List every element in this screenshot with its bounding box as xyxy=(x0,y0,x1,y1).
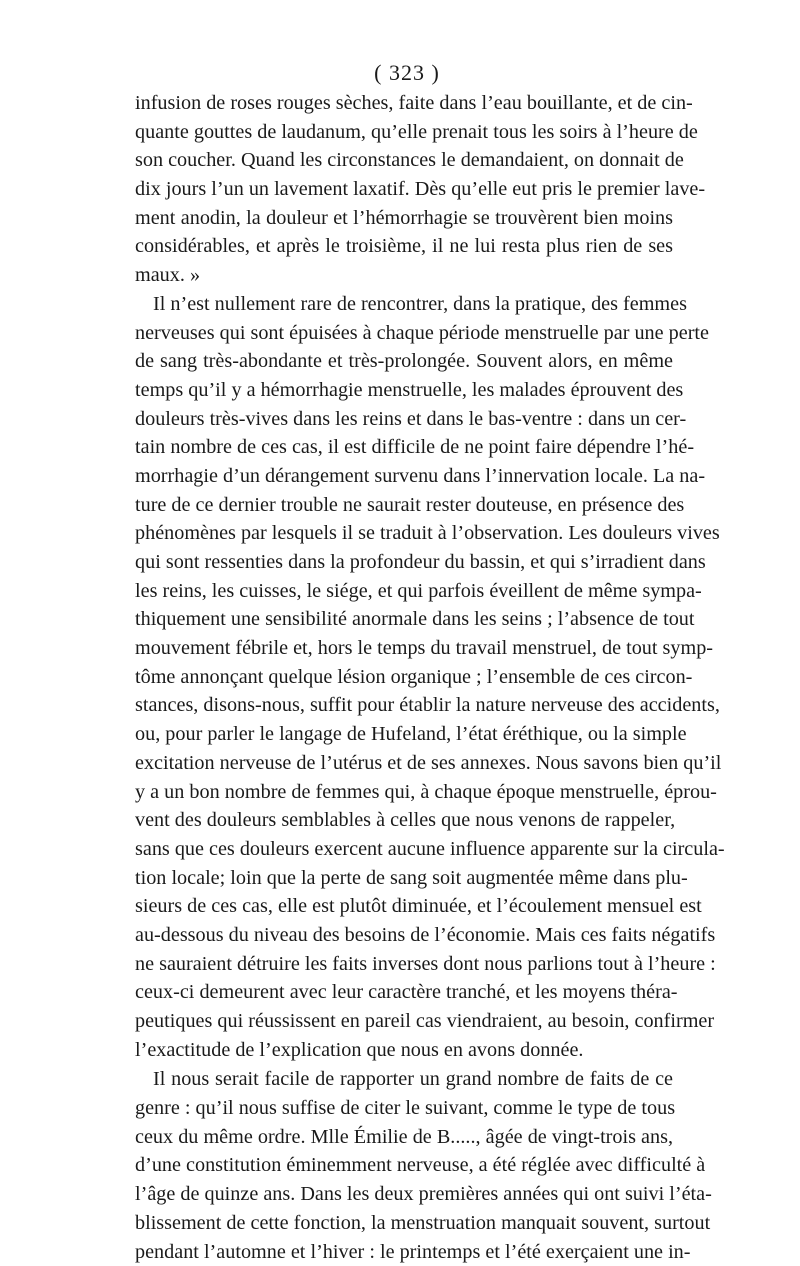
body-text xyxy=(135,89,673,1266)
text-line: qui sont ressenties dans la profondeur du bassin, et qui s’irradient dans xyxy=(135,548,673,577)
text-line: son coucher. Quand les circonstances le demandaient, on donnait de xyxy=(135,146,673,175)
text-line: sans que ces douleurs exercent aucune influence apparente sur la circula- xyxy=(135,835,673,864)
text-line: tain nombre de ces cas, il est difficile de ne point faire dépendre l’hé- xyxy=(135,433,673,462)
text-line: blissement de cette fonction, la menstruation manquait souvent, surtout xyxy=(135,1209,673,1238)
paragraph xyxy=(135,89,673,290)
text-line: thiquement une sensibilité anormale dans les seins ; l’absence de tout xyxy=(135,605,673,634)
text-line: dix jours l’un un lavement laxatif. Dès qu’elle eut pris le premier lave- xyxy=(135,175,673,204)
text-line: ment anodin, la douleur et l’hémorrhagie se trouvèrent bien moins xyxy=(135,204,673,233)
text-line: considérables, et après le troisième, il ne lui resta plus rien de ses xyxy=(135,232,673,261)
paragraph xyxy=(135,1065,673,1266)
text-line: Il nous serait facile de rapporter un grand nombre de faits de ce xyxy=(135,1065,673,1094)
text-line: tôme annonçant quelque lésion organique ; l’ensemble de ces circon- xyxy=(135,663,673,692)
text-line: de sang très-abondante et très-prolongée. Souvent alors, en même xyxy=(135,347,673,376)
text-line: mouvement fébrile et, hors le temps du travail menstruel, de tout symp- xyxy=(135,634,673,663)
paragraph xyxy=(135,290,673,1065)
text-line: infusion de roses rouges sèches, faite dans l’eau bouillante, et de cin- xyxy=(135,89,673,118)
text-line: d’une constitution éminemment nerveuse, a été réglée avec difficulté à xyxy=(135,1151,673,1180)
text-line: les reins, les cuisses, le siége, et qui parfois éveillent de même sympa- xyxy=(135,577,673,606)
text-line: douleurs très-vives dans les reins et dans le bas-ventre : dans un cer- xyxy=(135,405,673,434)
text-line: ceux-ci demeurent avec leur caractère tranché, et les moyens théra- xyxy=(135,978,673,1007)
text-line: Il n’est nullement rare de rencontrer, dans la pratique, des femmes xyxy=(135,290,673,319)
text-line: maux. » xyxy=(135,261,673,290)
text-line: stances, disons-nous, suffit pour établir la nature nerveuse des accidents, xyxy=(135,691,673,720)
text-line: peutiques qui réussissent en pareil cas viendraient, au besoin, confirmer xyxy=(135,1007,673,1036)
text-line: ou, pour parler le langage de Hufeland, l’état éréthique, ou la simple xyxy=(135,720,673,749)
text-line: vent des douleurs semblables à celles que nous venons de rappeler, xyxy=(135,806,673,835)
text-line: pendant l’automne et l’hiver : le printemps et l’été exerçaient une in- xyxy=(135,1238,673,1266)
text-line: ture de ce dernier trouble ne saurait rester douteuse, en présence des xyxy=(135,491,673,520)
text-line: genre : qu’il nous suffise de citer le suivant, comme le type de tous xyxy=(135,1094,673,1123)
text-line: phénomènes par lesquels il se traduit à l’observation. Les douleurs vives xyxy=(135,519,673,548)
text-line: l’exactitude de l’explication que nous en avons donnée. xyxy=(135,1036,673,1065)
text-line: quante gouttes de laudanum, qu’elle prenait tous les soirs à l’heure de xyxy=(135,118,673,147)
text-line: excitation nerveuse de l’utérus et de ses annexes. Nous savons bien qu’il xyxy=(135,749,673,778)
text-line: morrhagie d’un dérangement survenu dans l’innervation locale. La na- xyxy=(135,462,673,491)
text-line: tion locale; loin que la perte de sang soit augmentée même dans plu- xyxy=(135,864,673,893)
text-line: y a un bon nombre de femmes qui, à chaque époque menstruelle, éprou- xyxy=(135,778,673,807)
text-line: nerveuses qui sont épuisées à chaque période menstruelle par une perte xyxy=(135,319,673,348)
text-line: temps qu’il y a hémorrhagie menstruelle, les malades éprouvent des xyxy=(135,376,673,405)
text-line: au-dessous du niveau des besoins de l’économie. Mais ces faits négatifs xyxy=(135,921,673,950)
text-line: ne sauraient détruire les faits inverses dont nous parlions tout à l’heure : xyxy=(135,950,673,979)
text-line: ceux du même ordre. Mlle Émilie de B....., âgée de vingt-trois ans, xyxy=(135,1123,673,1152)
page-number: ( 323 ) xyxy=(0,60,800,86)
text-line: sieurs de ces cas, elle est plutôt diminuée, et l’écoulement mensuel est xyxy=(135,892,673,921)
text-line: l’âge de quinze ans. Dans les deux premières années qui ont suivi l’éta- xyxy=(135,1180,673,1209)
